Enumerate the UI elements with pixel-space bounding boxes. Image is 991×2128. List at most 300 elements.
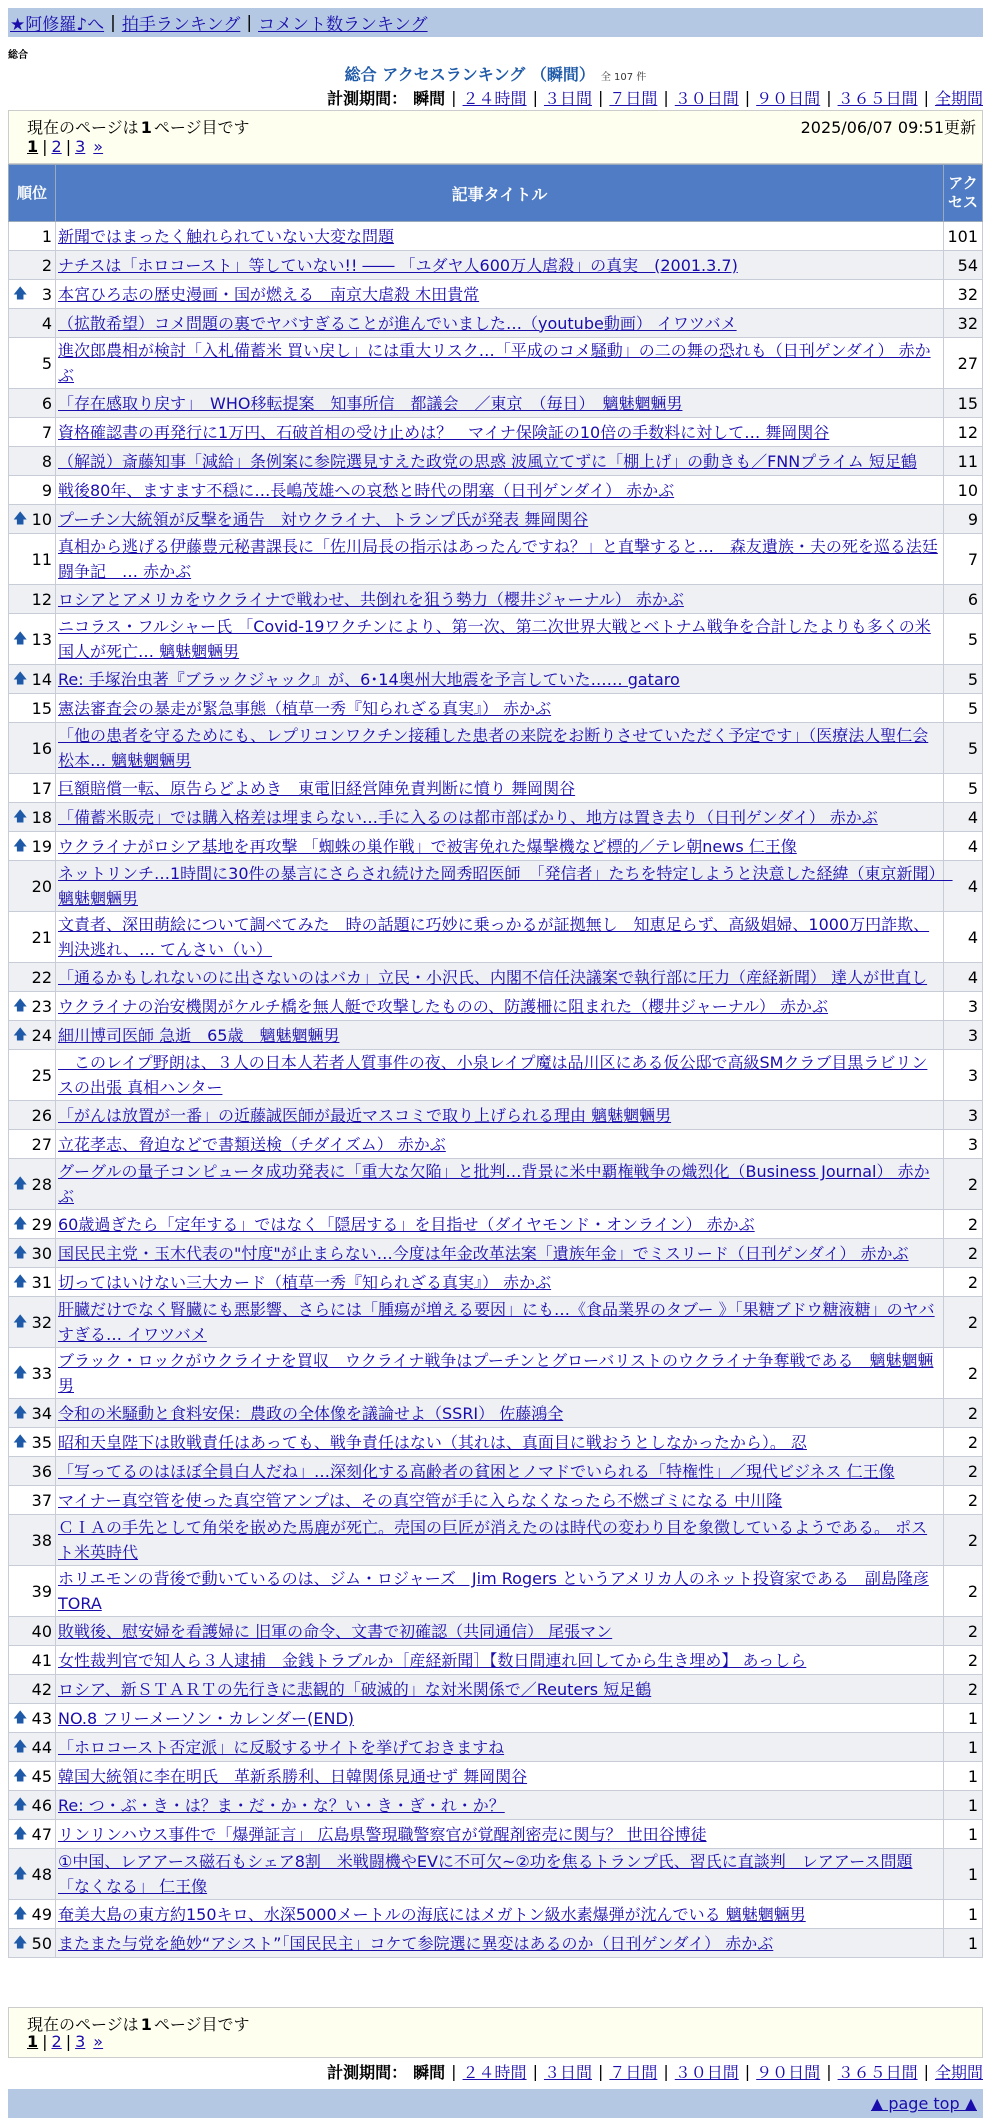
title-cell [56, 963, 944, 992]
period-link[interactable]: ３日間 [543, 89, 592, 108]
rank-up-arrow-icon: 🡅 [13, 837, 28, 854]
access-count: 6 [944, 585, 983, 614]
title-cell [56, 803, 944, 832]
table-row [9, 694, 983, 723]
access-count: 3 [944, 1050, 983, 1101]
access-count: 2 [944, 1457, 983, 1486]
updated-timestamp: 2025/06/07 09:51更新 [800, 118, 976, 137]
period-current: 瞬間 [413, 2063, 446, 2082]
article-title-link[interactable]: 資格確認書の再発行に1万円、石破首相の受け止めは？ マイナ保険証の10倍の手数料に対して… 舞岡関谷 [58, 422, 830, 442]
period-link[interactable]: 全期間 [934, 89, 983, 108]
rank-number: 9 [41, 480, 52, 500]
section-label: 総合 [8, 50, 28, 61]
table-row [9, 1675, 983, 1704]
title-cell [56, 1021, 944, 1050]
article-title-link[interactable]: 文責者、深田萌絵について調べてみた 時の話題に巧妙に乗っかるが証拠無し 知恵足らず、高級娼婦、1000万円詐欺、判決逃れ、… てんさい（い） [58, 915, 930, 959]
rank-number: 24 [31, 1025, 52, 1045]
article-title-link[interactable]: 「他の患者を守るためにも、レプリコンワクチン接種した患者の来院をお断りさせていただく予定です」（医療法人聖仁会松本… 魑魅魍魎男 [58, 726, 929, 770]
current-page-number: 1 [140, 2015, 152, 2034]
article-title-link[interactable]: ホリエモンの背後で動いているのは、ジム・ロジャーズ Jim Rogers というアメリカ人のネット投資家である 副島隆彦 TORA [58, 1569, 929, 1613]
period-link[interactable]: ９０日間 [756, 89, 821, 108]
article-title-link[interactable]: 国民民主党・玉木代表の"忖度"が止まらない…今度は年金改革法案「遺族年金」でミスリード（日刊ゲンダイ） 赤かぶ [58, 1243, 909, 1263]
table-row [9, 1566, 983, 1617]
rank-number: 6 [41, 393, 52, 413]
article-title-link[interactable]: 女性裁判官で知人ら３人逮捕 金銭トラブルか［産経新聞］【数日間連れ回してから生き埋め】 あっしら [58, 1650, 807, 1670]
title-cell [56, 222, 944, 251]
article-title-link[interactable]: ＣＩＡの手先として角栄を嵌めた馬鹿が死亡。売国の巨匠が消えたのは時代の変わり目を象徴しているようである。 ポスト米英時代 [58, 1518, 928, 1562]
title-cell [56, 1457, 944, 1486]
period-link[interactable]: ３６５日間 [837, 2063, 918, 2082]
page-link-current: 1 [27, 2032, 39, 2051]
table-row [9, 1457, 983, 1486]
comment-ranking-link[interactable]: コメント数ランキング [258, 15, 428, 35]
rank-number: 21 [31, 927, 52, 947]
title-cell [56, 1210, 944, 1239]
access-count: 4 [944, 963, 983, 992]
rank-cell [9, 1929, 56, 1958]
title-cell [56, 1348, 944, 1399]
access-count: 1 [944, 1791, 983, 1820]
separator: | [110, 12, 116, 33]
rank-up-arrow-icon: 🡅 [13, 630, 28, 647]
table-row [9, 1021, 983, 1050]
title-cell [56, 1820, 944, 1849]
article-title-link[interactable]: ニコラス・フルシャー氏 「Covid-19ワクチンにより、第一次、第二次世界大戦とベトナム戦争を合計したよりも多くの米国人が死亡… 魑魅魍魎男 [58, 617, 931, 661]
rank-number: 41 [31, 1650, 52, 1670]
period-link[interactable]: ３０日間 [674, 2063, 739, 2082]
access-count: 12 [944, 418, 983, 447]
separator: | [826, 2062, 832, 2081]
period-link[interactable]: ７日間 [609, 89, 658, 108]
access-count: 101 [944, 222, 983, 251]
title-cell [56, 992, 944, 1021]
access-count: 3 [944, 1130, 983, 1159]
rank-cell [9, 1428, 56, 1457]
title-cell [56, 912, 944, 963]
access-count: 2 [944, 1399, 983, 1428]
title-cell [56, 1929, 944, 1958]
bottom-bar [8, 2089, 983, 2118]
article-title-link[interactable]: 憲法審査会の暴走が緊急事態（植草一秀『知られざる真実』） 赤かぶ [58, 698, 552, 718]
access-count: 2 [944, 1210, 983, 1239]
rank-cell [9, 1101, 56, 1130]
rank-number: 28 [31, 1174, 52, 1194]
current-page-text [27, 115, 250, 138]
title-cell [56, 665, 944, 694]
article-title-link[interactable]: ブラック・ロックがウクライナを買収 ウクライナ戦争はプーチンとグローバリストのウクライナ争奪戦である 魑魅魍魎男 [58, 1351, 934, 1395]
table-row [9, 1399, 983, 1428]
rank-up-arrow-icon: 🡅 [13, 808, 28, 825]
rank-up-arrow-icon: 🡅 [13, 1244, 28, 1261]
access-count: 2 [944, 1268, 983, 1297]
table-row [9, 803, 983, 832]
access-count: 2 [944, 1348, 983, 1399]
article-title-link[interactable]: リンリンハウス事件で「爆弾証言」 広島県警現職警察官が覚醒剤密売に関与？ 世田谷博徒 [58, 1824, 707, 1844]
access-count: 7 [944, 534, 983, 585]
access-count: 2 [944, 1297, 983, 1348]
rank-up-arrow-icon: 🡅 [13, 1709, 28, 1726]
access-count: 2 [944, 1159, 983, 1210]
article-title-link[interactable]: （拡散希望）コメ問題の裏でヤバすぎることが進んでいました…（youtube動画） イワツバメ [58, 313, 737, 333]
title-cell [56, 280, 944, 309]
access-count: 2 [944, 1675, 983, 1704]
rank-up-arrow-icon: 🡅 [13, 1273, 28, 1290]
article-title-link[interactable]: 立花孝志、脅迫などで書類送検（チダイズム） 赤かぶ [58, 1134, 446, 1154]
article-title-link[interactable]: ネットリンチ…1時間に30件の暴言にさらされ続けた岡秀昭医師 「発信者」たちを特定しようと決意した経緯（東京新聞） 魑魅魍魎男 [58, 864, 953, 908]
title-cell [56, 1159, 944, 1210]
rank-cell [9, 912, 56, 963]
article-title-link[interactable]: プーチン大統領が反撃を通告 対ウクライナ、トランプ氏が発表 舞岡関谷 [58, 509, 589, 529]
access-count: 9 [944, 505, 983, 534]
title-cell [56, 1900, 944, 1929]
article-title-link[interactable]: グーグルの量子コンピュータ成功発表に「重大な欠陥」と批判…背景に米中覇権戦争の熾烈化（Business Journal） 赤かぶ [58, 1162, 930, 1206]
rank-cell [9, 832, 56, 861]
rank-cell [9, 1566, 56, 1617]
page-link-current: 1 [27, 137, 39, 156]
title-cell [56, 614, 944, 665]
page-suffix: ページ目です [153, 118, 250, 137]
rank-number: 16 [31, 738, 52, 758]
article-title-link[interactable]: ロシアとアメリカをウクライナで戦わせ、共倒れを狙う勢力（櫻井ジャーナル） 赤かぶ [58, 589, 684, 609]
table-row [9, 912, 983, 963]
table-row [9, 1050, 983, 1101]
article-title-link[interactable]: 昭和天皇陛下は敗戦責任はあっても、戦争責任はない（其れは、真面目に戦おうとしなかったから）。 忍 [58, 1432, 807, 1452]
article-title-link[interactable]: Re: 手塚治虫著『ブラックジャック』が、6･14奥州大地震を予言していた…… gataro [58, 669, 680, 689]
article-title-link[interactable]: このレイプ野朗は、３人の日本人若者人質事件の夜、小泉レイプ魔は品川区にある仮公邸で高級SMクラブ目黒ラビリンスの出張 真相ハンター [58, 1053, 928, 1097]
separator: | [532, 88, 538, 107]
article-title-link[interactable]: 「存在感取り戻す」 WHO移転提案 知事所信 都議会 ／東京 （毎日） 魑魅魍魎男 [58, 393, 683, 413]
table-row [9, 1297, 983, 1348]
table-row [9, 447, 983, 476]
article-title-link[interactable]: 進次郎農相が検討「入札備蓄米 買い戻し」には重大リスク…「平成のコメ騒動」の二の舞の恐れも（日刊ゲンダイ） 赤かぶ [58, 341, 931, 385]
period-link[interactable]: ２４時間 [462, 89, 527, 108]
table-row [9, 1130, 983, 1159]
table-row [9, 222, 983, 251]
rank-number: 17 [31, 778, 52, 798]
rank-cell [9, 723, 56, 774]
rank-number: 31 [31, 1272, 52, 1292]
access-count: 11 [944, 447, 983, 476]
rank-up-arrow-icon: 🡅 [13, 1026, 28, 1043]
separator: | [42, 2032, 48, 2051]
table-row [9, 280, 983, 309]
period-link[interactable]: ２４時間 [462, 2063, 527, 2082]
article-title-link[interactable]: 60歳過ぎたら「定年する」ではなく「隠居する」を目指せ（ダイヤモンド・オンライン） 赤かぶ [58, 1214, 755, 1234]
rank-up-arrow-icon: 🡅 [13, 1738, 28, 1755]
rank-up-arrow-icon: 🡅 [13, 1767, 28, 1784]
ranking-title: 総合 アクセスランキング （瞬間） [344, 65, 595, 84]
rank-cell [9, 251, 56, 280]
period-label: 計測期間： [327, 89, 408, 108]
table-row [9, 1617, 983, 1646]
rank-up-arrow-icon: 🡅 [13, 1433, 28, 1450]
article-title-link[interactable]: 「ホロコースト否定派」に反駁するサイトを挙げておきますね [58, 1737, 505, 1757]
title-cell [56, 1239, 944, 1268]
period-label: 計測期間： [327, 2063, 408, 2082]
title-cell [56, 1646, 944, 1675]
article-title-link[interactable]: 巨額賠償一転、原告らどよめき 東電旧経営陣免責判断に憤り 舞岡関谷 [58, 778, 576, 798]
rank-up-arrow-icon: 🡅 [13, 1825, 28, 1842]
table-row [9, 992, 983, 1021]
rank-cell [9, 963, 56, 992]
table-row [9, 1900, 983, 1929]
rank-number: 43 [31, 1708, 52, 1728]
rank-cell [9, 389, 56, 418]
rank-number: 15 [31, 698, 52, 718]
access-count: 5 [944, 774, 983, 803]
rank-number: 49 [31, 1904, 52, 1924]
table-row [9, 534, 983, 585]
article-title-link[interactable]: （解説）斎藤知事「減給」条例案に参院選見すえた政党の思惑 波風立てずに「棚上げ」の動きも／FNNプライム 短足鶴 [58, 451, 917, 471]
table-row [9, 1428, 983, 1457]
rank-number: 26 [31, 1105, 52, 1125]
title-cell [56, 309, 944, 338]
access-count: 4 [944, 832, 983, 861]
separator: | [744, 88, 751, 107]
table-row [9, 1348, 983, 1399]
rank-cell [9, 505, 56, 534]
rank-cell [9, 1130, 56, 1159]
table-row [9, 1929, 983, 1958]
article-title-link[interactable]: 戦後80年、ますます不穏に…長嶋茂雄への哀愁と時代の閉塞（日刊ゲンダイ） 赤かぶ [58, 480, 675, 500]
article-title-link[interactable]: 「がんは放置が一番」の近藤誠医師が最近マスコミで取り上げられる理由 魑魅魍魎男 [58, 1105, 672, 1125]
title-cell [56, 1566, 944, 1617]
article-title-link[interactable]: 敗戦後、慰安婦を看護婦に 旧軍の命令、文書で初確認（共同通信） 尾張マン [58, 1621, 613, 1641]
title-cell [56, 476, 944, 505]
rank-number: 7 [41, 422, 52, 442]
table-row [9, 614, 983, 665]
rank-up-arrow-icon: 🡅 [13, 997, 28, 1014]
next-page-link[interactable]: » [93, 2032, 104, 2051]
page-top-link[interactable]: ▲ page top ▲ [870, 2094, 977, 2113]
article-title-link[interactable]: ロシア、新ＳＴＡＲＴの先行きに悲観的「破滅的」な対米関係で／Reuters 短足鶴 [58, 1679, 652, 1699]
table-row [9, 1210, 983, 1239]
page-link[interactable]: 2 [51, 137, 62, 156]
title-cell [56, 861, 953, 912]
rank-number: 38 [31, 1530, 52, 1550]
table-row [9, 1820, 983, 1849]
access-count: 2 [944, 1646, 983, 1675]
table-row [9, 418, 983, 447]
rank-cell [9, 1675, 56, 1704]
rank-number: 12 [31, 589, 52, 609]
article-title-link[interactable]: 肝臓だけでなく腎臓にも悪影響、さらには「腫瘍が増える要因」にも…《食品業界のタブー 》「果糖ブドウ糖液糖」のヤバすぎる… イワツバメ [58, 1300, 935, 1344]
title-cell [56, 1428, 944, 1457]
article-title-link[interactable]: ナチスは「ホロコースト」等していない!! ―― 「ユダヤ人600万人虐殺」の真実 (2001.3.7) [58, 255, 738, 275]
rank-cell [9, 309, 56, 338]
separator: | [597, 88, 604, 107]
table-row [9, 1268, 983, 1297]
article-title-link[interactable]: ①中国、レアアース磁石もシェア8割 米戦闘機やEVに不可欠~②功を焦るトランプ氏、習氏に直談判 レアアース問題「なくなる」 仁王像 [58, 1852, 913, 1896]
separator: | [744, 2062, 751, 2081]
access-count: 1 [944, 1733, 983, 1762]
period-link[interactable]: ９０日間 [756, 2063, 821, 2082]
title-cell [56, 338, 944, 389]
period-link[interactable]: ３日間 [543, 2063, 592, 2082]
rank-number: 25 [31, 1065, 52, 1085]
rank-number: 8 [41, 451, 52, 471]
pagination [27, 137, 103, 156]
access-count: 15 [944, 389, 983, 418]
rank-cell [9, 1457, 56, 1486]
access-count: 3 [944, 1101, 983, 1130]
rank-cell [9, 1849, 56, 1900]
article-title-link[interactable]: 新聞ではまったく触れられていない大変な問題 [58, 226, 395, 246]
period-link[interactable]: ３６５日間 [837, 89, 918, 108]
article-title-link[interactable]: 「備蓄米販売」では購入格差は埋まらない…手に入るのは都市部ばかり、地方は置き去り（日刊ゲンダイ） 赤かぶ [58, 807, 878, 827]
access-count: 1 [944, 1704, 983, 1733]
access-count: 1 [944, 1762, 983, 1791]
table-row [9, 505, 983, 534]
title-cell [56, 1704, 944, 1733]
article-title-link[interactable]: 韓国大統領に李在明氏 革新系勝利、日韓関係見通せず 舞岡関谷 [58, 1766, 528, 1786]
rank-cell [9, 614, 56, 665]
rank-number: 37 [31, 1490, 52, 1510]
table-row [9, 1646, 983, 1675]
access-count: 5 [944, 694, 983, 723]
title-cell [56, 1297, 944, 1348]
rank-number: 35 [31, 1432, 52, 1452]
next-page-link[interactable]: » [93, 137, 104, 156]
article-title-link[interactable]: またまた与党を絶妙“アシスト”「国民民主」コケて参院選に異変はあるのか（日刊ゲンダイ） 赤かぶ [58, 1933, 774, 1953]
pagination [27, 2032, 103, 2051]
title-cell [56, 1486, 944, 1515]
separator: | [663, 88, 669, 107]
access-count: 5 [944, 665, 983, 694]
ranking-table [8, 164, 983, 1958]
rank-cell [9, 1486, 56, 1515]
rank-number: 47 [31, 1824, 52, 1844]
page-link[interactable]: 3 [75, 137, 86, 156]
title-cell [56, 1268, 944, 1297]
table-row [9, 963, 983, 992]
rank-up-arrow-icon: 🡅 [13, 285, 28, 302]
article-title-link[interactable]: マイナー真空管を使った真空管アンプは、その真空管が手に入らなくなったら不燃ゴミになる 中川隆 [58, 1490, 783, 1510]
table-row [9, 1515, 983, 1566]
rank-number: 19 [31, 836, 52, 856]
title-cell [56, 389, 944, 418]
title-cell [56, 694, 944, 723]
table-row [9, 774, 983, 803]
separator: | [923, 88, 929, 107]
rank-cell [9, 1210, 56, 1239]
rank-cell [9, 1021, 56, 1050]
article-title-link[interactable]: 本宮ひろ志の歴史漫画・国が燃える 南京大虐殺 木田貴常 [58, 284, 480, 304]
rank-cell [9, 1646, 56, 1675]
table-row [9, 832, 983, 861]
rank-number: 18 [31, 807, 52, 827]
title-cell [56, 1733, 944, 1762]
rank-up-arrow-icon: 🡅 [13, 1796, 28, 1813]
period-link[interactable]: ７日間 [609, 2063, 658, 2082]
title-cell [56, 1617, 944, 1646]
access-count: 2 [944, 1617, 983, 1646]
rank-cell [9, 1399, 56, 1428]
table-row [9, 1486, 983, 1515]
title-cell [56, 418, 944, 447]
rank-up-arrow-icon: 🡅 [13, 1175, 28, 1192]
title-cell [56, 1050, 944, 1101]
title-cell [56, 832, 944, 861]
page-link[interactable]: 2 [51, 2032, 62, 2051]
separator: | [826, 88, 832, 107]
rank-number: 14 [31, 669, 52, 689]
access-count: 5 [944, 614, 983, 665]
table-row [9, 665, 983, 694]
asyura-home-link[interactable]: ★阿修羅♪へ [10, 15, 105, 35]
article-title-link[interactable]: Re: つ・ぶ・き・は？ま・だ・か・な？い・き・ぎ・れ・か？ [58, 1795, 505, 1815]
table-row [9, 1239, 983, 1268]
article-title-link[interactable]: 切ってはいけない三大カード（植草一秀『知られざる真実』） 赤かぶ [58, 1272, 552, 1292]
rank-cell [9, 534, 56, 585]
page-info-top [8, 110, 983, 164]
rank-cell [9, 1239, 56, 1268]
rank-number: 30 [31, 1243, 52, 1263]
access-count: 2 [944, 1515, 983, 1566]
page-link[interactable]: 3 [75, 2032, 86, 2051]
table-row [9, 251, 983, 280]
title-cell [56, 1849, 944, 1900]
page-prefix: 現在のページは [27, 2015, 139, 2034]
article-title-link[interactable]: 細川博司医師 急逝 65歳 魑魅魍魎男 [58, 1025, 340, 1045]
article-title-link[interactable]: 令和の米騒動と食料安保：農政の全体像を議論せよ（SSRI） 佐藤鴻全 [58, 1403, 564, 1423]
title-cell [56, 1130, 944, 1159]
rank-number: 46 [31, 1795, 52, 1815]
title-cell [56, 774, 944, 803]
title-cell [56, 1762, 944, 1791]
table-row [9, 1733, 983, 1762]
period-selector-bottom [327, 2060, 983, 2083]
article-title-link[interactable]: 「通るかもしれないのに出さないのはバカ」立民・小沢氏、内閣不信任決議案で執行部に圧力（産経新聞） 達人が世直し [58, 967, 928, 987]
rank-number: 20 [31, 876, 52, 896]
period-link[interactable]: 全期間 [934, 2063, 983, 2082]
rank-cell [9, 665, 56, 694]
rank-number: 32 [31, 1312, 52, 1332]
article-title-link[interactable]: 「写ってるのはほぼ全員白人だね」…深刻化する高齢者の貧困とノマドでいられる「特権性」／現代ビジネス 仁王像 [58, 1461, 895, 1481]
rank-number: 44 [31, 1737, 52, 1757]
table-row [9, 1101, 983, 1130]
header-title: 記事タイトル [56, 165, 944, 222]
rank-up-arrow-icon: 🡅 [13, 1215, 28, 1232]
table-row [9, 338, 983, 389]
article-title-link[interactable]: ウクライナの治安機関がケルチ橋を無人艇で攻撃したものの、防護柵に阻まれた（櫻井ジャーナル） 赤かぶ [58, 996, 829, 1016]
table-row [9, 585, 983, 614]
rank-number: 40 [31, 1621, 52, 1641]
access-count: 4 [944, 912, 983, 963]
rank-up-arrow-icon: 🡅 [13, 1313, 28, 1330]
applause-ranking-link[interactable]: 拍手ランキング [121, 15, 241, 35]
rank-cell [9, 1297, 56, 1348]
article-title-link[interactable]: 真相から逃げる伊藤豊元秘書課長に「佐川局長の指示はあったんですね？」と直撃すると… 森友遺族・夫の死を巡る法廷闘争記 … 赤かぶ [58, 537, 938, 581]
article-title-link[interactable]: 奄美大島の東方約150キロ、水深5000メートルの海底にはメガトン級水素爆弾が沈んでいる 魑魅魍魎男 [58, 1904, 806, 1924]
rank-cell [9, 476, 56, 505]
rank-cell [9, 1762, 56, 1791]
header-rank: 順位 [9, 165, 56, 222]
access-count: 5 [944, 723, 983, 774]
rank-number: 33 [31, 1363, 52, 1383]
separator: | [451, 88, 457, 107]
page-suffix: ページ目です [153, 2015, 250, 2034]
period-current: 瞬間 [413, 89, 446, 108]
article-title-link[interactable]: ウクライナがロシア基地を再攻撃 「蜘蛛の巣作戦」で被害免れた爆撃機など標的／テレ朝news 仁王像 [58, 836, 797, 856]
separator: | [246, 12, 253, 33]
current-page-number: 1 [140, 118, 152, 137]
article-title-link[interactable]: NO.8 フリーメーソン・カレンダー(END) [58, 1708, 355, 1728]
separator: | [923, 2062, 929, 2081]
period-link[interactable]: ３０日間 [674, 89, 739, 108]
rank-cell [9, 418, 56, 447]
rank-cell [9, 1820, 56, 1849]
